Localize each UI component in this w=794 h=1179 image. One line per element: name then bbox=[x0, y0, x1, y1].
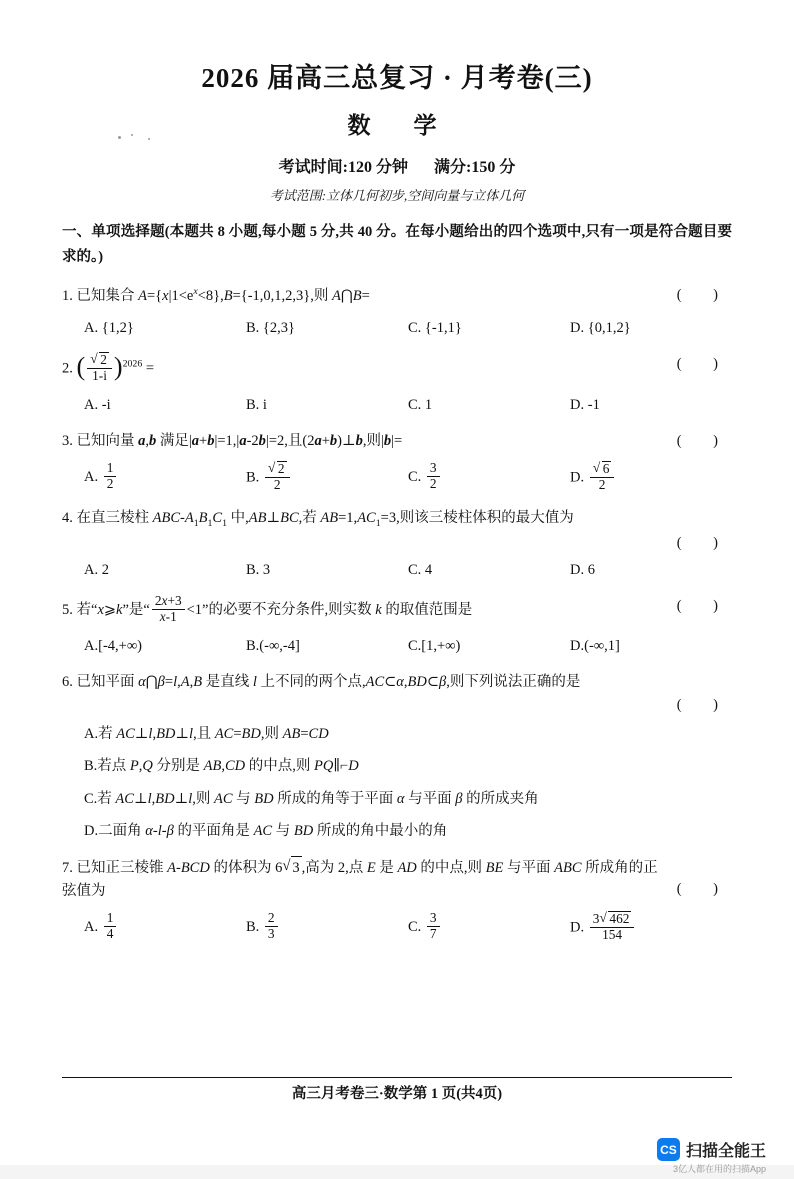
exam-time: 考试时间:120 分钟 bbox=[278, 159, 408, 176]
option-a[interactable]: A. -i bbox=[84, 396, 111, 413]
question-1 bbox=[62, 284, 732, 340]
option-a[interactable]: A.[-4,+∞) bbox=[84, 637, 142, 654]
question-6-number: 6. bbox=[62, 673, 73, 690]
question-2-number: 2. bbox=[62, 360, 73, 377]
option-d[interactable]: D. -1 bbox=[570, 396, 600, 413]
exam-page bbox=[0, 56, 794, 1179]
option-d[interactable]: D. {0,1,2} bbox=[570, 319, 631, 336]
option-d[interactable]: D.二面角 α-l-β 的平面角是 AC 与 BD 所成的角中最小的角 bbox=[84, 822, 448, 839]
question-3-number: 3. bbox=[62, 433, 73, 450]
question-7-number: 7. bbox=[62, 859, 73, 876]
option-c[interactable]: C. $\frac{3}{7}$ bbox=[408, 912, 570, 944]
question-5 bbox=[62, 592, 732, 658]
question-2-options bbox=[62, 394, 732, 417]
page-title: 2026 届高三总复习 · 月考卷(三) bbox=[201, 63, 593, 93]
question-5-answer-paren: ( ) bbox=[676, 597, 732, 614]
option-a[interactable]: A. $\frac{1}{2}$ bbox=[84, 462, 246, 494]
option-b[interactable]: B. i bbox=[246, 396, 267, 413]
option-d[interactable]: D. $\frac{3 √ 462}{154}$ bbox=[570, 912, 732, 944]
option-d[interactable]: D. √ $\frac{6}{2}$ bbox=[570, 462, 732, 494]
option-c[interactable]: C.[1,+∞) bbox=[408, 637, 461, 654]
question-3-stem: 3. 已知向量 a,b 满足|a+b|=1,|a-2b|=2,且(2a+b)⊥b,则|b|= ( ) bbox=[62, 430, 732, 453]
footer-divider bbox=[62, 1077, 732, 1078]
question-7-stem: 7. 已知正三棱锥 A-BCD 的体积为 6 √ 3 ,高为 2,点 E 是 AD 的中点,则 BE 与平面 ABC 所成角的正弦值为 ( ) bbox=[62, 856, 732, 903]
question-5-number: 5. bbox=[62, 601, 73, 618]
question-7-answer-paren: ( ) bbox=[676, 880, 732, 897]
option-c[interactable]: C. 1 bbox=[408, 396, 433, 413]
question-1-options bbox=[62, 317, 732, 340]
question-4 bbox=[62, 507, 732, 582]
question-4-answer-paren: ( ) bbox=[676, 534, 732, 551]
scan-specks bbox=[118, 134, 158, 142]
question-6-options bbox=[62, 723, 732, 843]
question-6-stem: 6. 已知平面 α⋂β=l,A,B 是直线 l 上不同的两个点,AC⊂α,BD⊂β,则下列说法正确的是 bbox=[62, 673, 581, 690]
option-b[interactable]: B.(-∞,-4] bbox=[246, 637, 300, 654]
option-a[interactable]: A. {1,2} bbox=[84, 319, 134, 336]
question-7 bbox=[62, 856, 732, 944]
subject-title: 数 学 bbox=[347, 113, 447, 138]
scanner-watermark bbox=[657, 1138, 766, 1161]
option-b[interactable]: B. √ $\frac{2}{2}$ bbox=[246, 462, 408, 494]
question-6 bbox=[62, 671, 732, 843]
question-4-options bbox=[62, 559, 732, 582]
option-a[interactable]: A.若 AC⊥l,BD⊥l,且 AC=BD,则 AB=CD bbox=[84, 726, 329, 743]
question-1-number: 1. bbox=[62, 287, 73, 304]
option-b[interactable]: B. 3 bbox=[246, 561, 271, 578]
question-1-stem: 1. 已知集合 $A=\{x|1<e^x<8\},B=\{-1,0,1,2,3\}$,则 A⋂B= ( ) bbox=[62, 284, 732, 308]
question-6-answer-paren: ( ) bbox=[676, 697, 732, 714]
section-heading: 一、单项选择题(本题共 8 小题,每小题 5 分,共 40 分。在每小题给出的四个选项中,只有一项是符合题目要求的。) bbox=[62, 224, 732, 266]
option-a[interactable]: A. 2 bbox=[84, 561, 109, 578]
exam-info bbox=[62, 154, 732, 177]
question-3-answer-paren: ( ) bbox=[676, 433, 732, 450]
exam-full-score: 满分:150 分 bbox=[434, 159, 516, 176]
camscanner-logo-icon: CS bbox=[657, 1138, 680, 1161]
question-3 bbox=[62, 430, 732, 494]
page-footer: 高三月考卷三·数学第 1 页(共4页) bbox=[291, 1086, 503, 1102]
watermark-name: 扫描全能王 bbox=[685, 1143, 766, 1160]
option-b[interactable]: B. $\frac{2}{3}$ bbox=[246, 912, 408, 944]
question-2-answer-paren: ( ) bbox=[676, 355, 732, 372]
watermark-subtitle: 3亿人都在用的扫描App bbox=[672, 1164, 766, 1174]
option-c[interactable]: C. 4 bbox=[408, 561, 433, 578]
question-1-answer-paren: ( ) bbox=[676, 286, 732, 303]
question-5-options bbox=[62, 635, 732, 658]
question-7-options bbox=[62, 912, 732, 944]
question-2-stem: 2. ( √ $\frac{2}{1-i}$ )$^{2026}$ = ( ) bbox=[62, 353, 732, 385]
question-3-options bbox=[62, 462, 732, 494]
option-d[interactable]: D. 6 bbox=[570, 561, 595, 578]
option-c[interactable]: C.若 AC⊥l,BD⊥l,则 AC 与 BD 所成的角等于平面 α 与平面 β 的所成夹角 bbox=[84, 790, 539, 807]
option-c[interactable]: C. {-1,1} bbox=[408, 319, 462, 336]
option-d[interactable]: D.(-∞,1] bbox=[570, 637, 620, 654]
question-4-number: 4. bbox=[62, 510, 73, 527]
question-2 bbox=[62, 353, 732, 417]
exam-scope: 考试范围:立体几何初步,空间向量与立体几何 bbox=[269, 188, 525, 203]
option-a[interactable]: A. $\frac{1}{4}$ bbox=[84, 912, 246, 944]
question-5-stem: 5. 若“x⩾k”是“ $\frac{2x+3}{x-1}$ <1”的必要不充分条件,则实数 k 的取值范围是 ( ) bbox=[62, 592, 732, 624]
question-4-stem: 4. 在直三棱柱 ABC-$A_1B_1C_1$ 中,AB⊥BC,若 $AB=1,AC_1=3$,则该三棱柱体积的最大值为 bbox=[62, 510, 574, 529]
option-b[interactable]: B.若点 P,Q 分别是 AB,CD 的中点,则 PQ∥⌐D bbox=[84, 758, 359, 775]
option-c[interactable]: C. $\frac{3}{2}$ bbox=[408, 462, 570, 494]
option-b[interactable]: B. {2,3} bbox=[246, 319, 295, 336]
